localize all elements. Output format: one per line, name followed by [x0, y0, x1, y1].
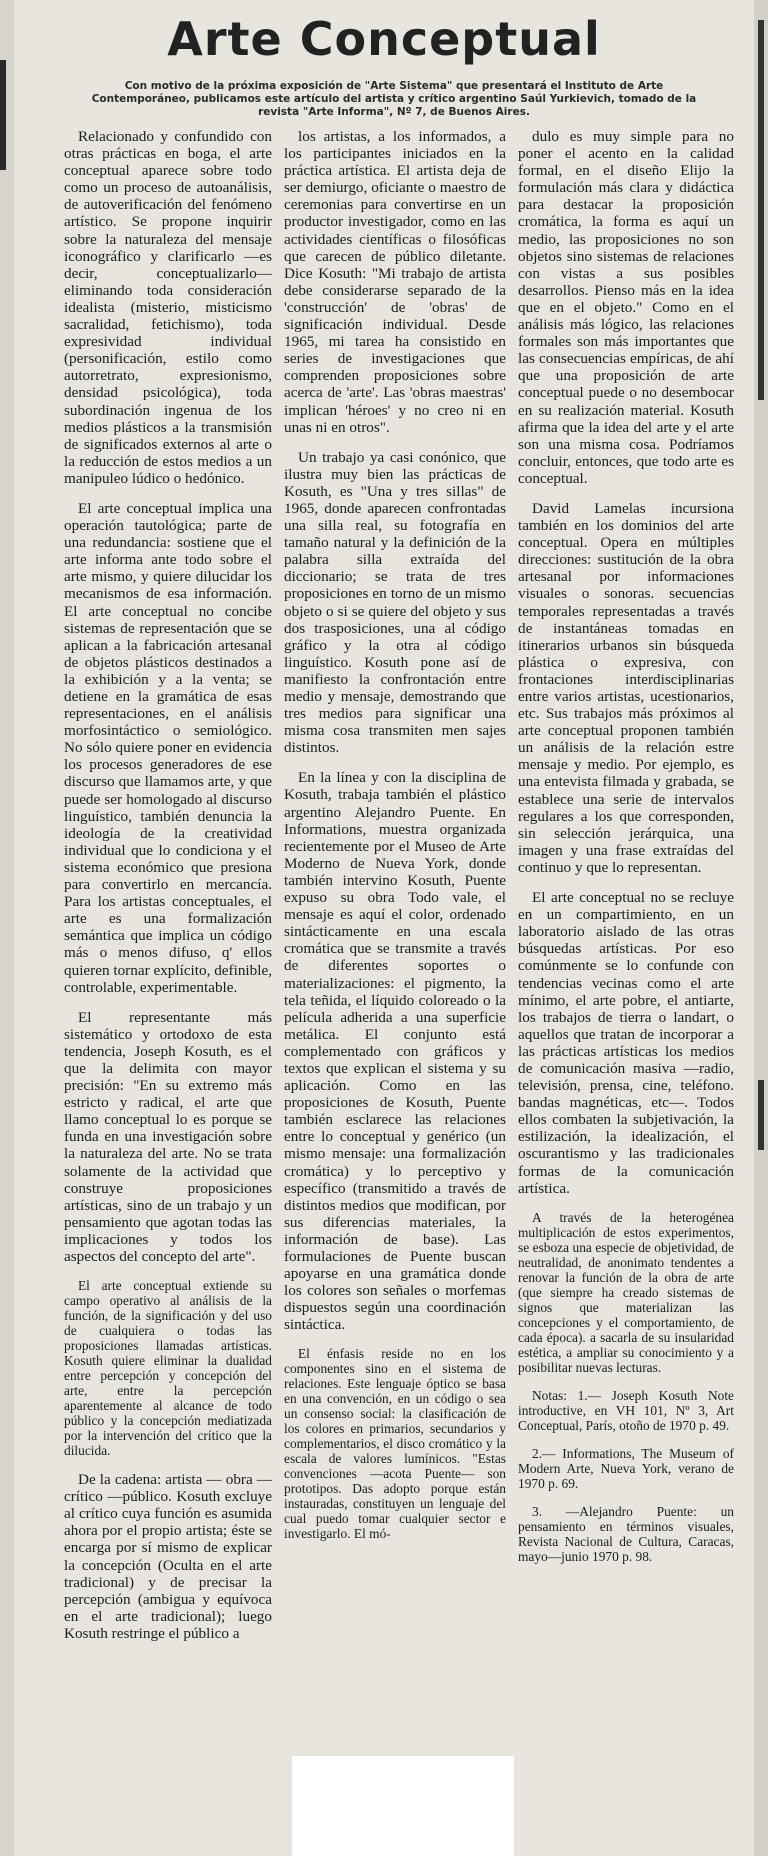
- article-intro: Con motivo de la próxima exposición de "Arte Sistema" que presentará el Instituto de Arte Contemporáneo, publicamos este artículo del artista y crítico argentino Saúl Yurkievich, tomado de la revista "Arte Informa", Nº 7, de Buenos Aires.: [91, 80, 697, 118]
- paragraph: Relacionado y confundido con otras prácticas en boga, el arte conceptual aparece sobre todo como un proceso de autoanálisis, de autoverificación del fenómeno artístico. Se propone inquirir sobre la naturaleza del mensaje iconográfico y clarificarlo —es decir, conceptualizarlo— eliminando toda consideración idealista (misterio, misticismo sacralidad, fetichismo), toda expresividad individual (personificación, estilo como autorretrato, expresionismo, densidad psicológica), toda subordinación ingenua de los medios plásticos a la transmisión de significados externos al arte o la reducción de estos medios a un manipuleo lúdico o hedónico.: [64, 128, 272, 487]
- paragraph: los artistas, a los informados, a los participantes iniciados en la práctica artística. El artista deja de ser demiurgo, oficiante o maestro de ceremonias para convertirse en un productor investigador, como en las actividades científicas o filosóficas que carecen de público diletante. Dice Kosuth: "Mi trabajo de artista debe considerarse separado de la 'construcción' de 'obras' de significación individual. Desde 1965, mi tarea ha consistido en series de investigaciones que comprenden proposiciones sobre acerca de 'arte'. Las 'obras maestras' implican 'héroes' y no creo ni en unas ni en otros".: [284, 128, 506, 436]
- paragraph: El énfasis reside no en los componentes sino en el sistema de relaciones. Este lenguaje óptico se basa en una convención, en un código o sea un consenso social: la clasificación de los colores en primarios, secundarios y complementarios, el disco cromático y la escala de valores lumínicos. "Estas convenciones —acota Puente— son prototipos. Das adopto porque están instauradas, constituyen un lenguaje del cual puedo tomar cualquier sector e investigarlo. El mó-: [284, 1346, 506, 1542]
- paragraph: Un trabajo ya casi conónico, que ilustra muy bien las prácticas de Kosuth, es "Una y tres sillas" de 1965, donde aparecen confrontadas una silla real, su fotografía en tamaño natural y la definición de la palabra silla extraída del diccionario; se trata de tres proposiciones en torno de un mismo objeto o si se quiere del objeto y sus dos trasposiciones, una al código gráfico y la otra al código linguístico. Kosuth pone así de manifiesto la confrontación entre medio y mensaje, demostrando que tres medios para significar una misma cosa transmiten men sajes distintos.: [284, 448, 506, 757]
- paragraph: En la línea y con la disciplina de Kosuth, trabaja también el plástico argentino Alejandro Puente. En Informations, muestra organizada recientemente por el Museo de Arte Moderno de Nueva York, donde también intervino Kosuth, Puente expuso su obra Todo vale, el mensaje es aquí el color, ordenado sintácticamente en una escala cromática que se transmite a través de diferentes soportes o materializaciones: el pigmento, la tela teñida, el líquido coloreado o la película adherida a una superficie metálica. El conjunto está complementado con gráficos y textos que explican el sistema y su aplicación. Como en las proposiciones de Kosuth, Puente también esclarece las relaciones entre lo conceptual y genérico (un mismo mensaje: una formalización cromática) y lo perceptivo y específico (transmitido a través de distintos medios que modifican, por sus diferencias materiales, la información de base). Las formulaciones de Puente buscan apoyarse en una gramática donde los colores son señales o morfemas dispuestos según una coordinación sintáctica.: [284, 769, 506, 1334]
- column-2: [284, 128, 506, 1554]
- column-3: [518, 128, 734, 1577]
- footnote: Notas: 1.— Joseph Kosuth Note introductive, en VH 101, Nº 3, Art Conceptual, París, otoño de 1970 p. 49.: [518, 1387, 734, 1433]
- adjacent-page-edge-left: [0, 0, 14, 1856]
- article-title: Arte Conceptual: [167, 12, 601, 66]
- adjacent-page-edge-right: [754, 0, 768, 1856]
- paragraph: De la cadena: artista — obra — crítico —público. Kosuth excluye al crítico cuya función es asumida ahora por el propio artista; éste se encarga por sí mismo de explicar la concepción (Oculta en el arte tradicional) y de precisar la percepción (ambigua y equívoca en el arte tradicional); luego Kosuth restringe el público a: [64, 1471, 272, 1642]
- paragraph: El representante más sistemático y ortodoxo de esta tendencia, Joseph Kosuth, es el que la delimita con mayor precisión: "En su extremo más estricto y radical, el arte que llamo conceptual lo es porque se funda en una investigación sobre la naturaleza del arte. No se trata solamente de la actividad que construye proposiciones artísticas, sino de un trabajo y un pensamiento que agotan todas las implicaciones y todos los aspectos del concepto del arte".: [64, 1008, 272, 1265]
- blank-patch: [292, 1756, 514, 1856]
- paragraph: A través de la heterogénea multiplicación de estos experimentos, se esboza una especie de objetividad, de neutralidad, de anonimato tendentes a renovar la función de la obra de arte (que siempre ha creado sistemas de signos que materializan las concepciones y el comportamiento, de cada época). a sacarla de su insularidad estética, a ampliar su conocimiento y a posibilitar nuevas lecturas.: [518, 1209, 734, 1375]
- footnote: 3. —Alejandro Puente: un pensamiento en términos visuales, Revista Nacional de Cultura, Caracas, mayo—junio 1970 p. 98.: [518, 1503, 734, 1564]
- paragraph: David Lamelas incursiona también en los dominios del arte conceptual. Opera en múltiples direcciones: sustitución de la obra artesanal por informaciones visuales o sonoras. secuencias temporales representadas a través de instantáneas tomadas en itinerarios urbanos sin búsqueda plástica o expresiva, con frontaciones interdisciplinarias entre varios artistas, ucestionarios, etc. Sus trabajos más próximos al arte conceptual proponen también un análisis de la relación estre mensaje y medio. Por ejemplo, es una entevista filmada y grabada, se establece una serie de intervalos regulares a los que corresponden, sin selección jerárquica, una imagen y una frase extraídas del continuo y que lo representan.: [518, 499, 734, 876]
- paragraph: El arte conceptual no se recluye en un compartimiento, en un laboratorio aislado de las otras búsquedas artísticas. Por eso comúnmente se lo confunde con tendencias vecinas como el arte mínimo, el arte pobre, el antiarte, los trabajos de tierra o landart, o aquellos que tratan de incorporar a las prácticas artísticas los medios de comunicación masiva —radio, televisión, prensa, cine, teléfono. bandas magnéticas, etc—. Todos ellos combaten la subjetivación, la estilización, la idealización, el oscurantismo y las tradicionales formas de la comunicación artística.: [518, 889, 734, 1197]
- paragraph: El arte conceptual extiende su campo operativo al análisis de la función, de la significación y del uso de cualquiera o todas las proposiciones llamadas artísticas. Kosuth quiere eliminar la dualidad entre percepción y concepción del arte, entre la percepción aparentemente al alcance de todo público y la concepción mediatizada por la intervención del crítico que la dilucida.: [64, 1278, 272, 1459]
- paragraph: El arte conceptual implica una operación tautológica; parte de una redundancia: sostiene que el arte informa ante todo sobre el arte mismo, y quiere dilucidar los mecanismos de esa información. El arte conceptual no concibe sistemas de representación que se aplican a la fabricación artesanal de objetos plásticos destinados a la exhibición y a la venta; se detiene en la gramática de esas representaciones, en el análisis morfosintáctico o semiológico. No sólo quiere poner en evidencia los procesos generadores de ese discurso que llamamos arte, y que puede ser homologado al discurso linguístico, también denuncia la ideología de la creatividad individual que lo condiciona y el sistema económico que presiona para convertirlo en mercancía. Para los artistas conceptuales, el arte es una formalización semántica que implica un código más o menos difuso, q' ellos quieren tornar explícito, definible, controlable, experimentable.: [64, 499, 272, 996]
- newspaper-clipping: [14, 0, 754, 1856]
- paragraph: dulo es muy simple para no poner el acento en la calidad formal, en el diseño Elijo la formulación más clara y didáctica para destacar la proposición cromática, la forma es aquí un medio, las proposiciones no son objetos sino sistemas de relaciones con vistas a sus posibles desarrollos. Pienso más en la idea que en el objeto." Como en el análisis más lógico, las relaciones formales son más importantes que las consecuencias empíricas, de ahí que una proposición de arte conceptual puede o no desembocar en su realización material. Kosuth afirma que la idea del arte y el arte son una misma cosa. Podríamos concluir, entonces, que todo arte es conceptual.: [518, 128, 734, 487]
- footnote: 2.— Informations, The Museum of Modern Arte, Nueva York, verano de 1970 p. 69.: [518, 1445, 734, 1491]
- column-1: [64, 128, 272, 1655]
